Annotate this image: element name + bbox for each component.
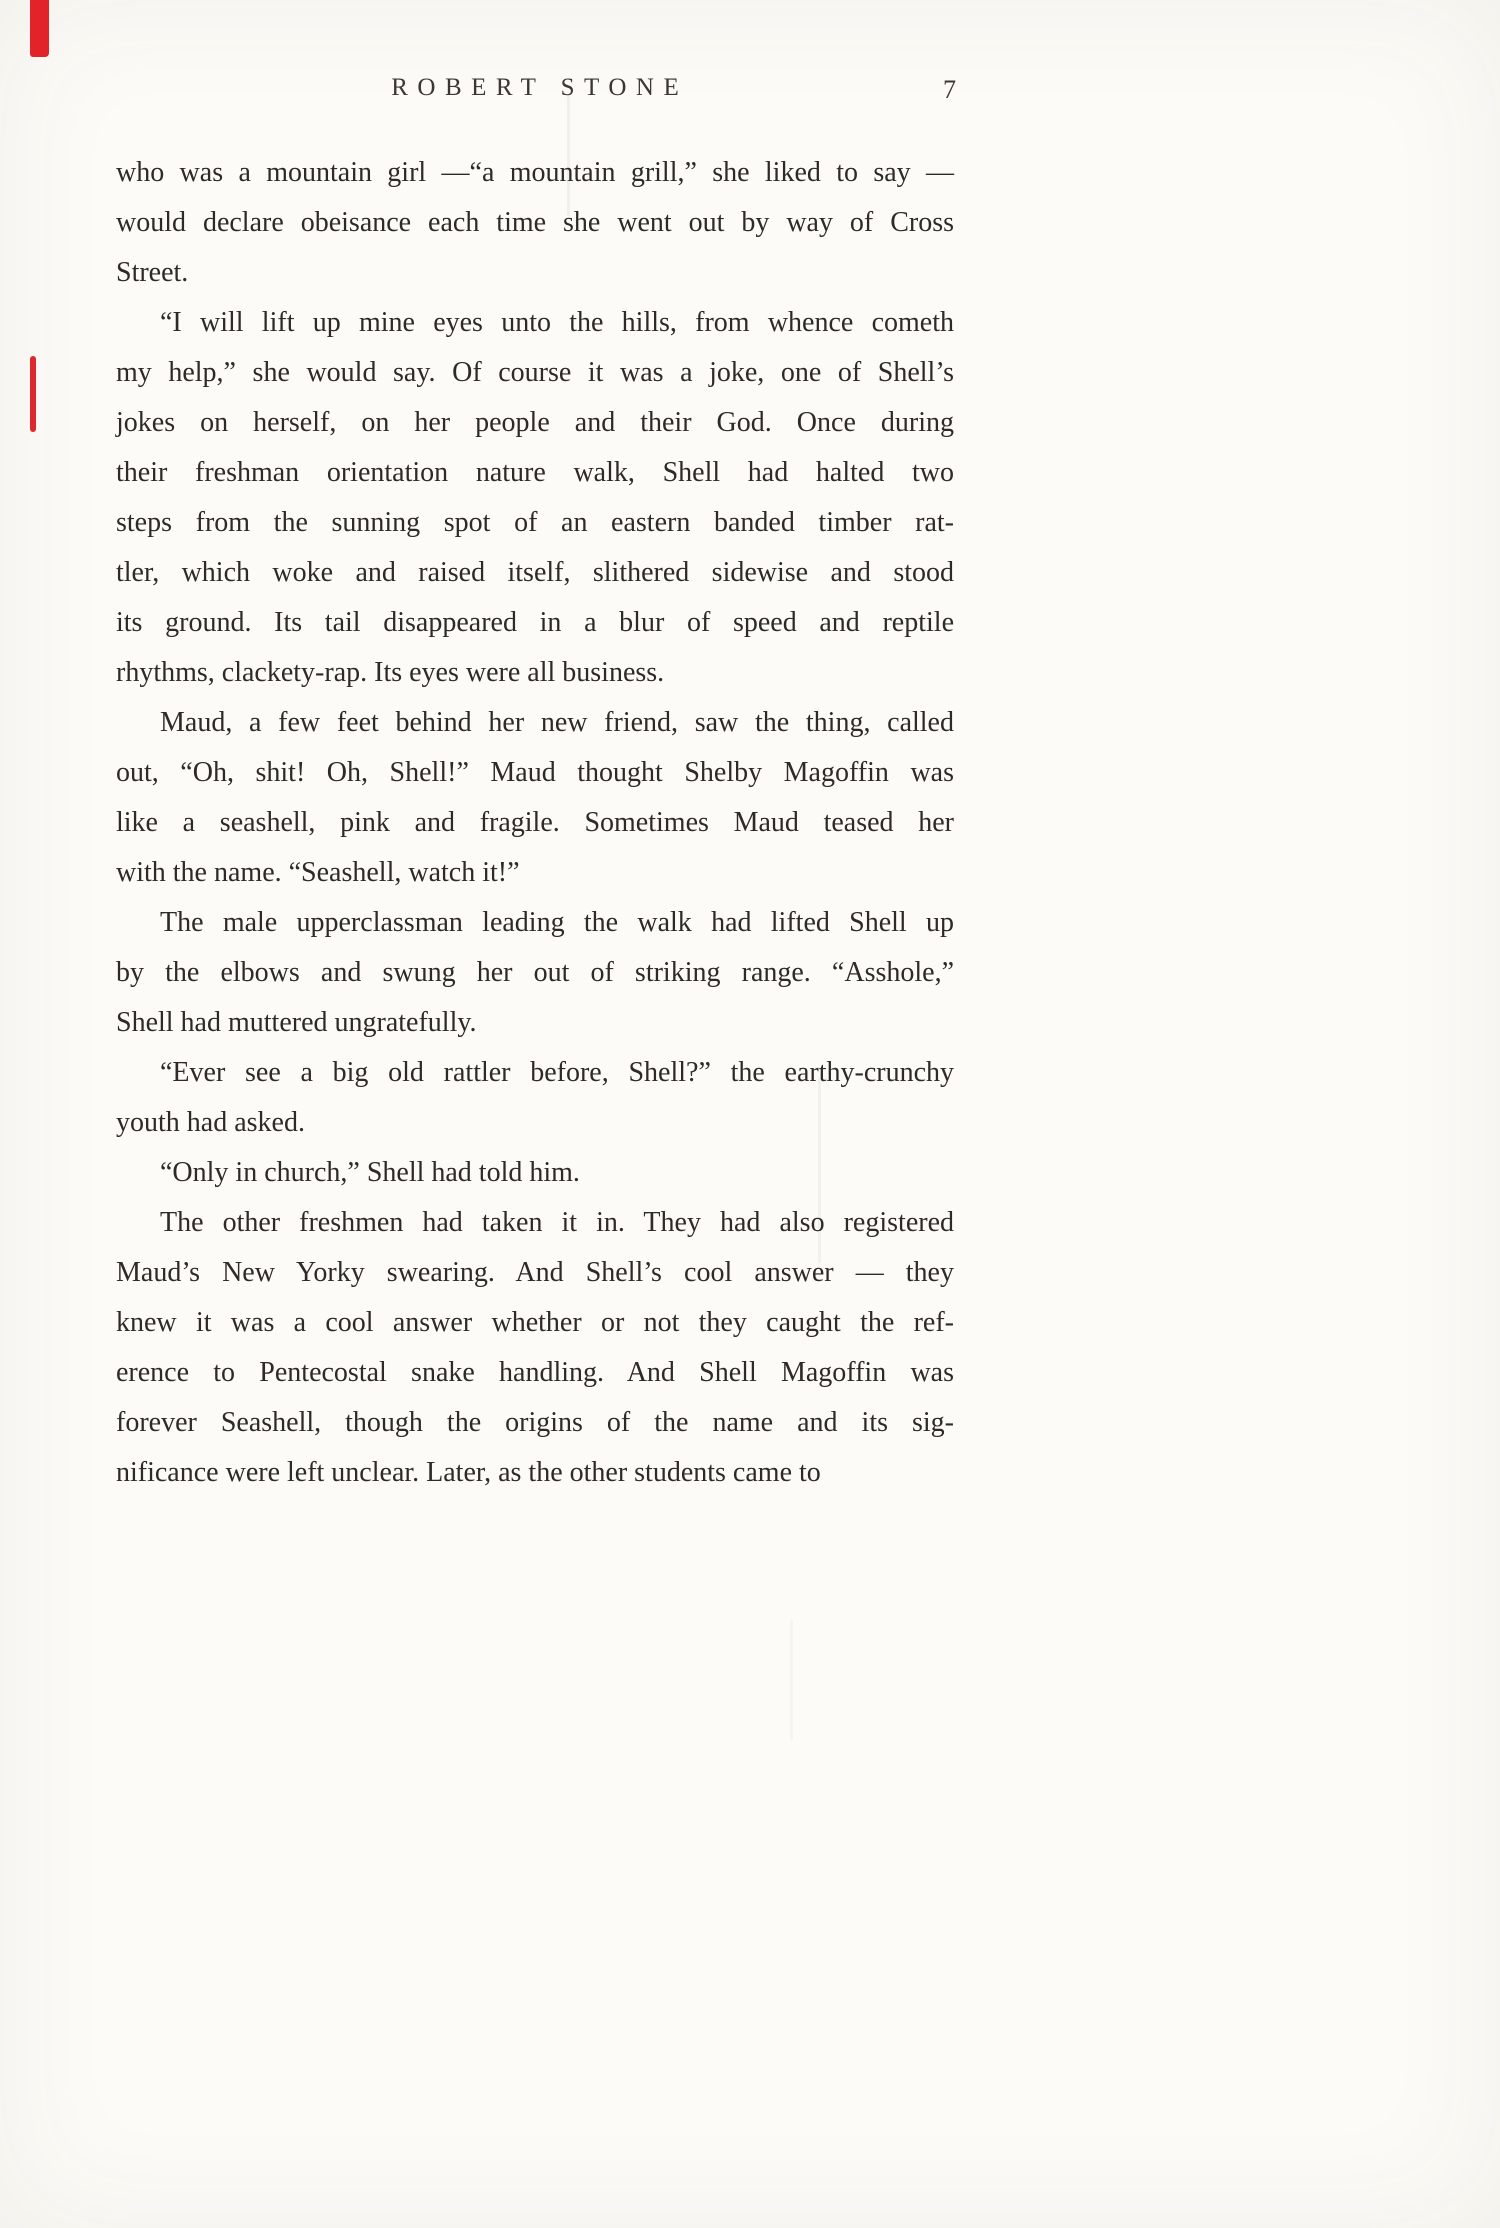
text-line: “Ever see a big old rattler before, Shell?” the earthy-crunchy (160, 1057, 954, 1088)
scan-streak-artifact (790, 1620, 793, 1740)
text-line: who was a mountain girl —“a mountain grill,” she liked to say — (116, 157, 954, 188)
text-block (116, 74, 954, 1498)
paragraph (116, 298, 954, 698)
text-line: forever Seashell, though the origins of the name and its sig- (116, 1407, 954, 1438)
text-line: their freshman orientation nature walk, Shell had halted two (116, 457, 954, 488)
text-line: with the name. “Seashell, watch it!” (116, 857, 520, 888)
paragraph (116, 1198, 954, 1498)
red-scan-mark-top (30, 0, 49, 57)
text-line: tler, which woke and raised itself, slithered sidewise and stood (116, 557, 954, 588)
text-line: my help,” she would say. Of course it was a joke, one of Shell’s (116, 357, 954, 388)
text-line: steps from the sunning spot of an eastern banded timber rat- (116, 507, 954, 538)
text-line: “I will lift up mine eyes unto the hills, from whence cometh (160, 307, 954, 338)
text-line: would declare obeisance each time she went out by way of Cross (116, 207, 954, 238)
paragraph (116, 1048, 954, 1148)
paragraph (116, 898, 954, 1048)
paragraph (116, 148, 954, 298)
paragraph (116, 1148, 954, 1198)
text-line: Shell had muttered ungratefully. (116, 1007, 477, 1038)
text-line: Maud, a few feet behind her new friend, saw the thing, called (160, 707, 954, 738)
text-line: by the elbows and swung her out of striking range. “Asshole,” (116, 957, 954, 988)
text-line: rhythms, clackety-rap. Its eyes were all business. (116, 657, 665, 688)
running-title: ROBERT STONE (391, 74, 689, 101)
page-body (116, 148, 954, 1498)
text-line: nificance were left unclear. Later, as the other students came to (116, 1457, 821, 1488)
text-line: knew it was a cool answer whether or not they caught the ref- (116, 1307, 954, 1338)
red-scan-mark-left-edge (30, 356, 36, 432)
paragraph (116, 698, 954, 898)
text-line: youth had asked. (116, 1107, 305, 1138)
text-line: erence to Pentecostal snake handling. And Shell Magoffin was (116, 1357, 954, 1388)
running-header (116, 74, 954, 110)
text-line: Maud’s New Yorky swearing. And Shell’s cool answer — they (116, 1257, 954, 1288)
text-line: Street. (116, 257, 189, 288)
text-line: “Only in church,” Shell had told him. (160, 1157, 580, 1188)
page-number: 7 (943, 75, 956, 104)
text-line: its ground. Its tail disappeared in a blur of speed and reptile (116, 607, 954, 638)
text-line: out, “Oh, shit! Oh, Shell!” Maud thought Shelby Magoffin was (116, 757, 954, 788)
text-line: The male upperclassman leading the walk had lifted Shell up (160, 907, 954, 938)
text-line: The other freshmen had taken it in. They had also registered (160, 1207, 954, 1238)
text-line: jokes on herself, on her people and their God. Once during (116, 407, 954, 438)
text-line: like a seashell, pink and fragile. Sometimes Maud teased her (116, 807, 954, 838)
